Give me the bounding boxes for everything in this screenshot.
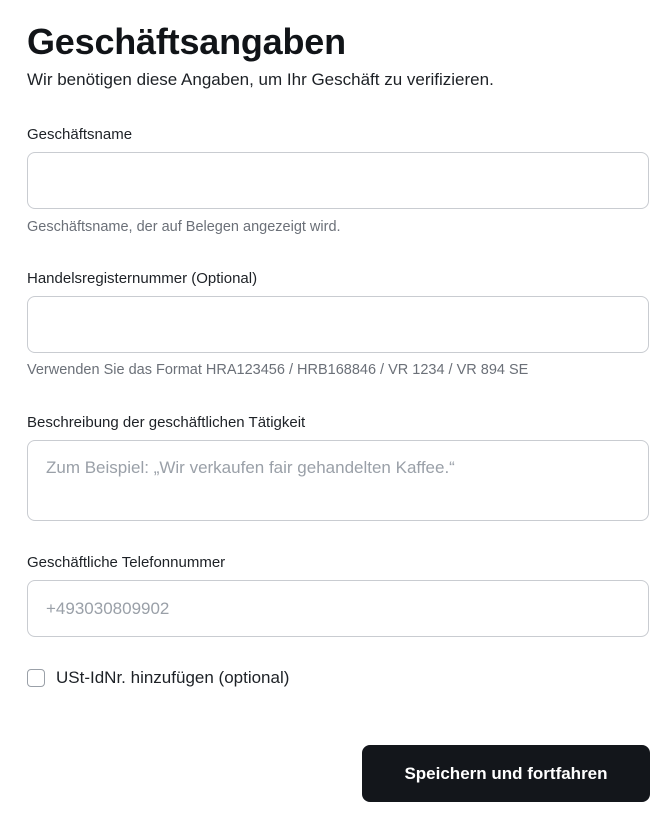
description-label: Beschreibung der geschäftlichen Tätigkeit	[27, 414, 306, 431]
register-number-label: Handelsregisternummer (Optional)	[27, 270, 258, 287]
phone-label: Geschäftliche Telefonnummer	[27, 554, 226, 571]
vat-checkbox[interactable]	[27, 669, 45, 687]
description-textarea[interactable]	[28, 441, 648, 520]
register-number-help: Verwenden Sie das Format HRA123456 / HRB168846 / VR 1234 / VR 894 SE	[27, 362, 529, 378]
vat-checkbox-row[interactable]	[27, 666, 289, 690]
description-field-box	[27, 440, 649, 521]
business-name-input[interactable]	[28, 153, 648, 208]
register-number-input[interactable]	[28, 297, 648, 352]
page-subtitle: Wir benötigen diese Angaben, um Ihr Geschäft zu verifizieren.	[27, 70, 494, 89]
vat-checkbox-label[interactable]: USt-IdNr. hinzufügen (optional)	[56, 668, 290, 687]
page-title: Geschäftsangaben	[27, 21, 346, 62]
phone-field-box	[27, 580, 649, 637]
save-and-continue-button[interactable]: Speichern und fortfahren	[362, 745, 650, 802]
business-name-label: Geschäftsname	[27, 126, 133, 143]
business-name-help: Geschäftsname, der auf Belegen angezeigt wird.	[27, 219, 341, 235]
register-number-field-box	[27, 296, 649, 353]
business-name-field-box	[27, 152, 649, 209]
phone-input[interactable]	[28, 581, 648, 636]
